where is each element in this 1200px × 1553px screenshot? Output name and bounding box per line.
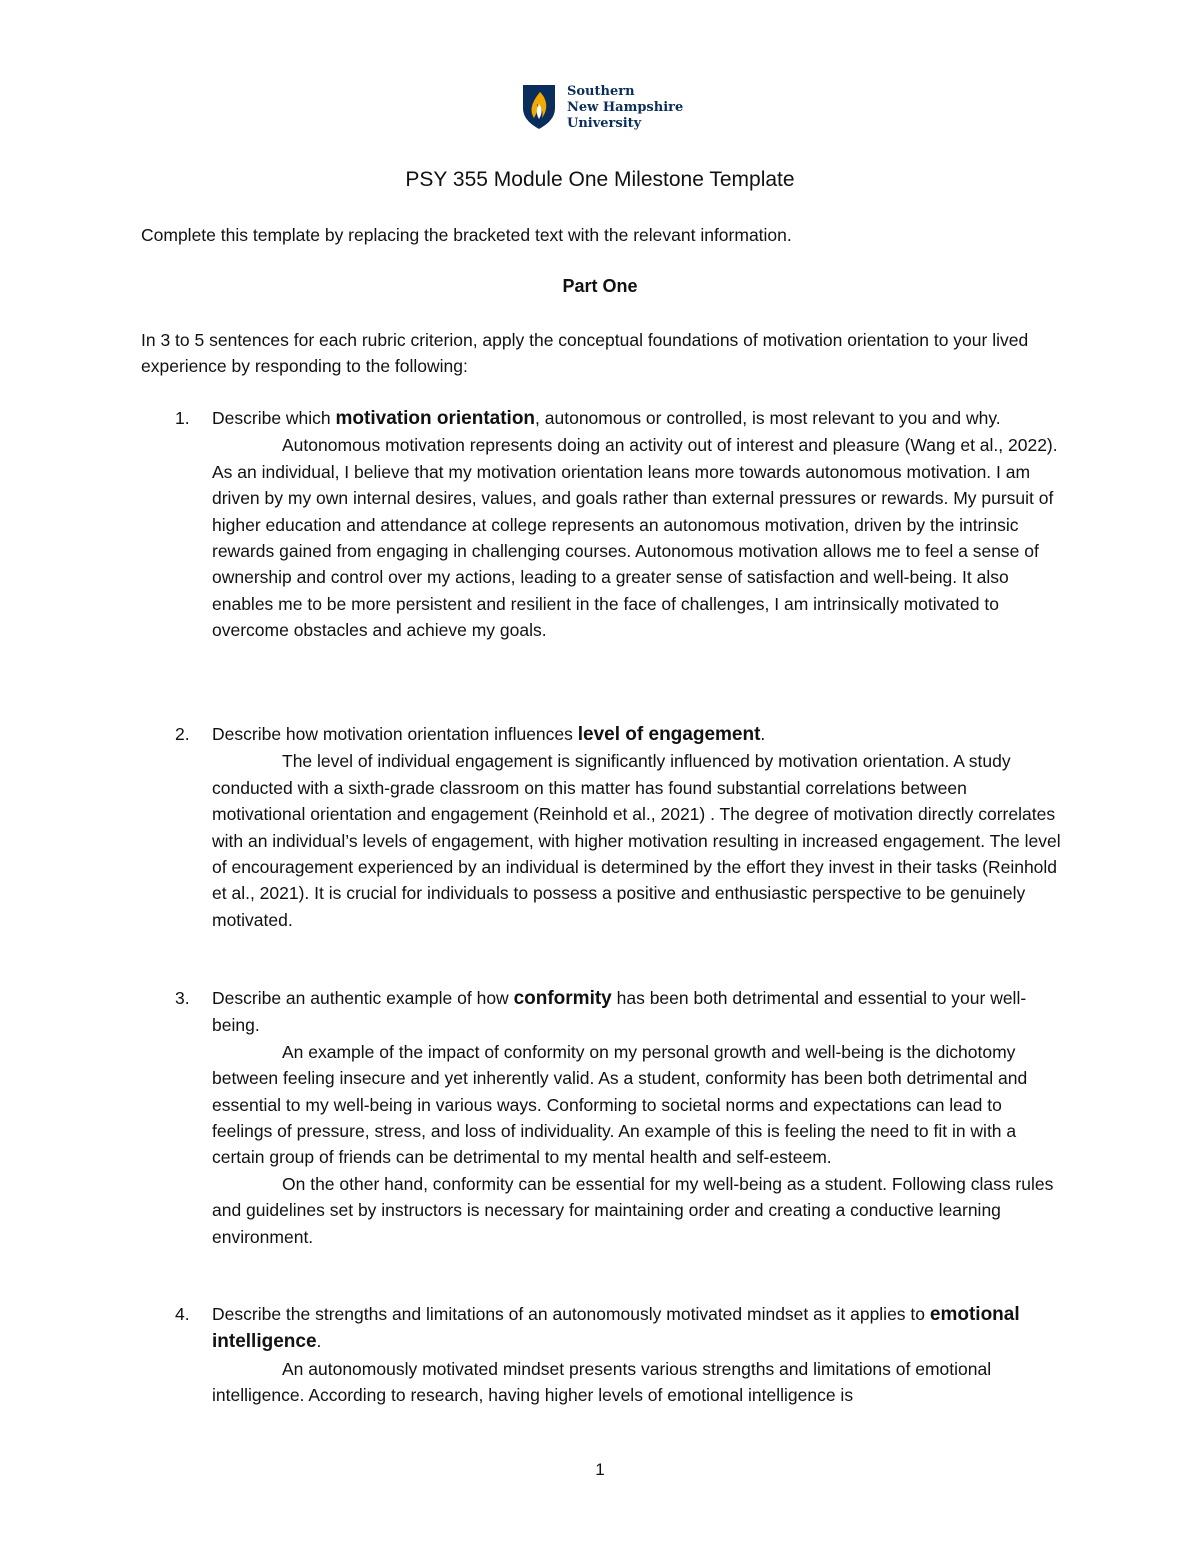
intro-paragraph: In 3 to 5 sentences for each rubric criterion, apply the conceptual foundations of motivation orientation to your lived experience by responding to the following: bbox=[141, 330, 1029, 376]
question-prompt bbox=[212, 985, 1061, 1039]
answer-paragraph: An autonomously motivated mindset presents various strengths and limitations of emotional intelligence. According to research, having higher levels of emotional intelligence is bbox=[212, 1358, 992, 1406]
question-number: 1. bbox=[175, 408, 190, 428]
prompt-keyword: motivation orientation bbox=[335, 408, 536, 429]
prompt-text: . bbox=[316, 1331, 322, 1352]
page-number: 1 bbox=[595, 1460, 605, 1479]
question-prompt bbox=[212, 1301, 1061, 1356]
university-logo bbox=[522, 84, 683, 132]
question-number: 3. bbox=[175, 988, 190, 1008]
logo-line: Southern bbox=[567, 84, 635, 99]
prompt-keyword: emotional intelligence bbox=[212, 1304, 1020, 1353]
prompt-text: Describe which bbox=[212, 408, 336, 428]
instructions: Complete this template by replacing the bracketed text with the relevant information. bbox=[141, 225, 792, 245]
question-number: 4. bbox=[175, 1304, 190, 1324]
prompt-keyword: level of engagement bbox=[577, 724, 761, 745]
answer-paragraph: The level of individual engagement is significantly influenced by motivation orientation. A study conducted with a sixth-grade classroom on this matter has found substantial correlations between motivational orientation and engagement (Reinhold et al., 2021) . The degree of motivation directly correlates with an individual’s levels of engagement, with higher motivation resulting in increased engagement. The level of encouragement experienced by an individual is determined by the effort they invest in their tasks (Reinhold et al., 2021). It is crucial for individuals to possess a positive and enthusiastic perspective to be genuinely motivated. bbox=[212, 751, 1061, 930]
part-heading: Part One bbox=[562, 276, 638, 296]
question-item bbox=[141, 721, 1061, 933]
prompt-text: Describe how motivation orientation influences bbox=[212, 724, 578, 744]
logo-line: New Hampshire bbox=[567, 100, 684, 115]
document-title: PSY 355 Module One Milestone Template bbox=[405, 168, 795, 191]
answer-paragraph: On the other hand, conformity can be essential for my well-being as a student. Following class rules and guidelines set by instructors is necessary for maintaining order and creating a conductive learning environment. bbox=[212, 1173, 1054, 1247]
question-item bbox=[141, 985, 1061, 1250]
question-item bbox=[141, 1301, 1061, 1409]
question-prompt bbox=[212, 405, 1061, 432]
logo-wordmark bbox=[567, 84, 683, 132]
flame-shield-icon bbox=[522, 84, 556, 130]
question-prompt bbox=[212, 721, 1061, 748]
prompt-text: has been both detrimental and essential to your well-being. bbox=[212, 988, 1027, 1036]
prompt-text: , autonomous or controlled, is most relevant to you and why. bbox=[535, 408, 1001, 428]
prompt-text: Describe an authentic example of how bbox=[212, 988, 514, 1008]
prompt-keyword: conformity bbox=[513, 988, 612, 1009]
question-number: 2. bbox=[175, 724, 190, 744]
prompt-text: . bbox=[760, 724, 766, 744]
answer-paragraph: An example of the impact of conformity on my personal growth and well-being is the dichotomy between feeling insecure and yet inherently valid. As a student, conformity has been both detrimental and essential to my well-being in various ways. Conforming to societal norms and expectations can lead to feelings of pressure, stress, and loss of individuality. An example of this is feeling the need to fit in with a certain group of friends can be detrimental to my mental health and self-esteem. bbox=[212, 1041, 1028, 1168]
logo-line: University bbox=[567, 116, 642, 131]
answer-paragraph: Autonomous motivation represents doing an activity out of interest and pleasure (Wang et al., 2022). As an individual, I believe that my motivation orientation leans more towards autonomous motivation. I am driven by my own internal desires, values, and goals rather than external pressures or rewards. My pursuit of higher education and attendance at college represents an autonomous motivation, driven by the intrinsic rewards gained from engaging in challenging courses. Autonomous motivation allows me to feel a sense of ownership and control over my actions, leading to a greater sense of satisfaction and well-being. It also enables me to be more persistent and resilient in the face of challenges, I am intrinsically motivated to overcome obstacles and achieve my goals. bbox=[212, 435, 1058, 641]
question-item bbox=[141, 405, 1061, 644]
prompt-text: Describe the strengths and limitations of an autonomously motivated mindset as it applies to bbox=[212, 1304, 930, 1324]
